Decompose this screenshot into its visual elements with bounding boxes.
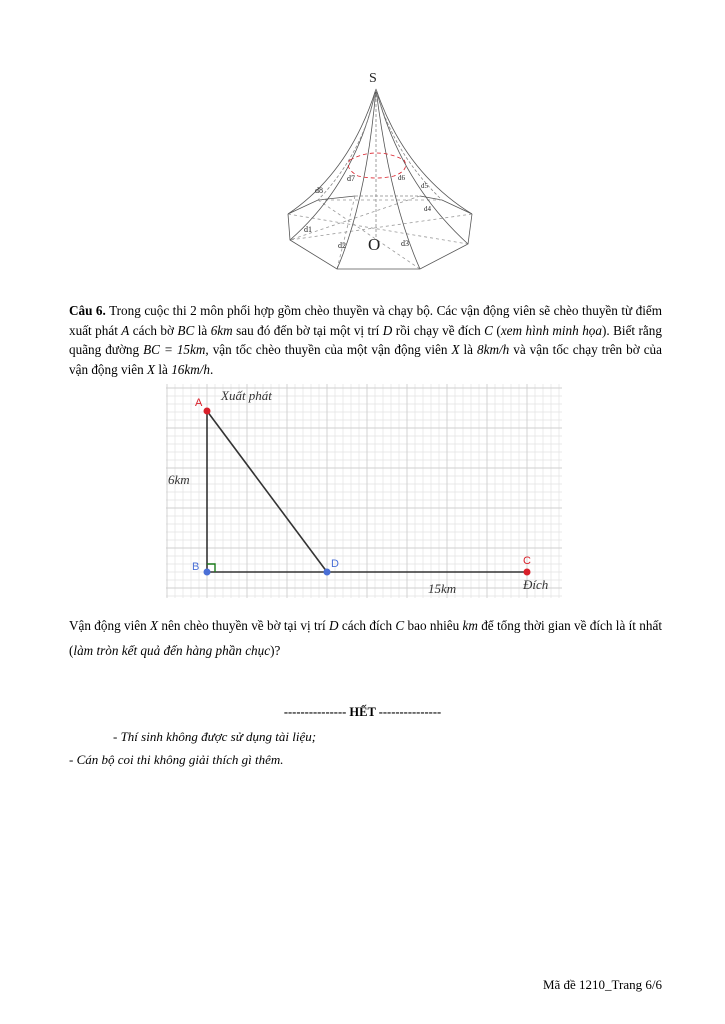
point-c-dot bbox=[524, 569, 531, 576]
question-number: Câu 6. bbox=[69, 303, 106, 318]
note-proctor: - Cán bộ coi thi không giải thích gì thêm. bbox=[69, 752, 284, 767]
point-b-label: B bbox=[192, 561, 200, 573]
point-c-label: C bbox=[523, 555, 531, 567]
start-label: Xuất phát bbox=[221, 388, 272, 403]
finish-label: Đích bbox=[523, 577, 549, 592]
edge-label-d1: d1 bbox=[304, 225, 312, 234]
edge-label-d8: d8 bbox=[315, 186, 323, 195]
edge-label-d5: d5 bbox=[421, 182, 428, 190]
end-marker: --------------- HẾT --------------- bbox=[283, 705, 442, 719]
edge-label-d3: d3 bbox=[401, 239, 409, 248]
point-d-label: D bbox=[331, 558, 339, 570]
page-footer: Mã đề 1210_Trang 6/6 bbox=[542, 977, 662, 992]
edge-label-d4: d4 bbox=[424, 205, 431, 213]
edge-label-d6: d6 bbox=[398, 174, 405, 182]
dc-length-label: 15km bbox=[428, 581, 457, 596]
edge-label-d7: d7 bbox=[347, 174, 355, 183]
point-d-dot bbox=[324, 569, 331, 576]
note-materials: - Thí sinh không được sử dụng tài liệu; bbox=[113, 729, 317, 744]
ab-length-label: 6km bbox=[168, 472, 190, 487]
point-a-dot bbox=[204, 408, 211, 415]
point-a-label: A bbox=[195, 397, 203, 409]
apex-label: S bbox=[369, 71, 377, 86]
center-label: O bbox=[368, 235, 381, 254]
point-b-dot bbox=[204, 569, 211, 576]
edge-label-d2: d2 bbox=[338, 241, 346, 250]
triangle-figure bbox=[166, 384, 562, 598]
question-paragraph: Câu 6. Trong cuộc thi 2 môn phối hợp gồm chèo thuyền và chạy bộ. Các vận động viên sẽ chèo thuyền từ điểm xuất phát A cách bờ BC là 6km sau đó đến bờ tại một vị trí D rồi chạy về đích C (xem hình minh họa). Biết rằng quãng đường BC = 15km, vận tốc chèo thuyền của một vận động viên X là 8km/h và vận tốc chạy trên bờ của vận động viên X là 16km/h. bbox=[69, 303, 662, 377]
ask-paragraph: Vận động viên X nên chèo thuyền về bờ tại vị trí D cách đích C bao nhiêu km để tổng thời gian về đích là ít nhất (làm tròn kết quả đến hàng phần chục)? bbox=[69, 618, 663, 658]
pyramid-figure bbox=[280, 62, 480, 277]
